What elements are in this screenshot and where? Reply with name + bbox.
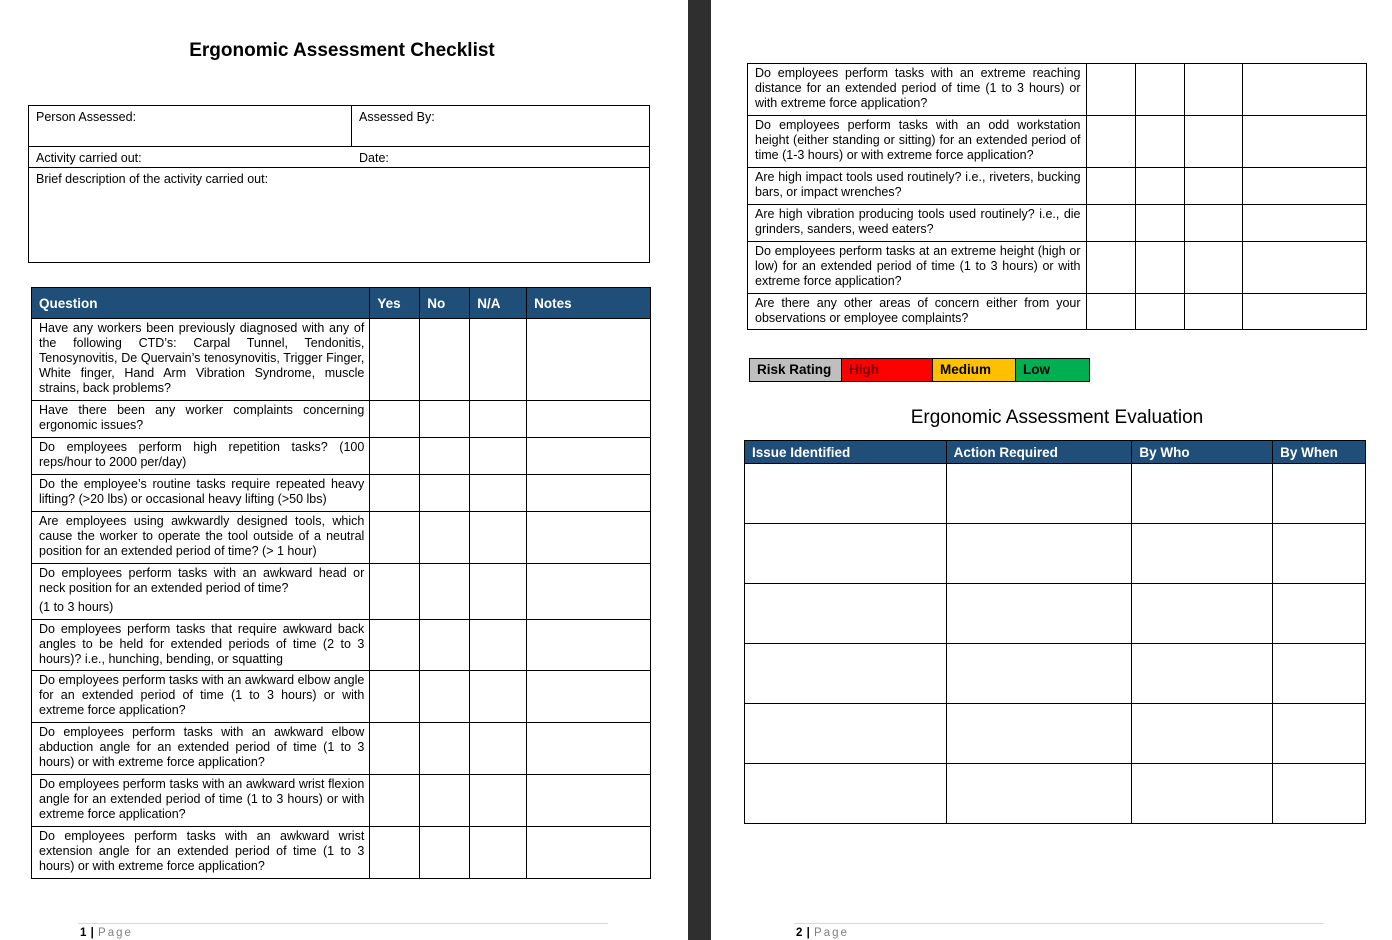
notes-cell[interactable] (527, 564, 651, 620)
header-by-when: By When (1273, 441, 1366, 464)
evaluation-title: Ergonomic Assessment Evaluation (910, 407, 1204, 428)
na-cell[interactable] (470, 775, 527, 827)
question-text: Are there any other areas of concern either from your observations or employee complaints? (748, 294, 1087, 330)
header-no: No (420, 288, 470, 319)
no-cell[interactable] (420, 512, 470, 564)
no-cell[interactable] (420, 401, 470, 438)
risk-low: Low (1016, 359, 1089, 381)
table-row (745, 764, 1366, 824)
notes-cell[interactable] (527, 671, 651, 723)
action-cell[interactable] (946, 524, 1132, 584)
page-number: 1 (80, 927, 87, 939)
na-cell[interactable] (470, 827, 527, 879)
notes-cell[interactable] (527, 438, 651, 475)
checklist-title: Ergonomic Assessment Checklist (189, 40, 495, 61)
by-who-cell[interactable] (1132, 524, 1273, 584)
action-cell[interactable] (946, 464, 1132, 524)
footer-divider (78, 923, 608, 924)
by-who-cell[interactable] (1132, 464, 1273, 524)
by-when-cell[interactable] (1273, 644, 1366, 704)
by-when-cell[interactable] (1273, 524, 1366, 584)
page-footer (796, 927, 849, 939)
table-row (32, 475, 651, 512)
table-row (748, 242, 1367, 294)
yes-cell[interactable] (370, 620, 420, 671)
question-text: Do employees perform tasks with an extreme reaching distance for an extended period of time (1 to 3 hours) or with extreme force application? (748, 64, 1087, 116)
description-field[interactable]: Brief description of the activity carried out: (29, 168, 650, 263)
yes-cell[interactable] (370, 401, 420, 438)
notes-cell[interactable] (1243, 116, 1367, 168)
na-cell[interactable] (470, 723, 527, 775)
evaluation-table (744, 440, 1366, 824)
table-row (32, 827, 651, 879)
header-yes: Yes (370, 288, 420, 319)
notes-cell[interactable] (1243, 168, 1367, 205)
issue-cell[interactable] (745, 764, 947, 824)
table-row (32, 620, 651, 671)
by-when-cell[interactable] (1273, 764, 1366, 824)
na-cell[interactable] (1185, 242, 1243, 294)
no-cell[interactable] (420, 319, 470, 401)
no-cell[interactable] (1136, 242, 1185, 294)
issue-cell[interactable] (745, 464, 947, 524)
no-cell[interactable] (420, 564, 470, 620)
question-text: Do the employee’s routine tasks require repeated heavy lifting? (>20 lbs) or occasional heavy lifting (>50 lbs) (32, 475, 370, 512)
table-row (748, 168, 1367, 205)
footer-separator: | (90, 927, 95, 939)
yes-cell[interactable] (1086, 116, 1136, 168)
by-who-cell[interactable] (1132, 584, 1273, 644)
yes-cell[interactable] (370, 671, 420, 723)
yes-cell[interactable] (1086, 294, 1136, 330)
na-cell[interactable] (470, 401, 527, 438)
action-cell[interactable] (946, 644, 1132, 704)
risk-rating-legend (749, 358, 1090, 382)
risk-medium: Medium (933, 359, 1016, 381)
question-text: Are high impact tools used routinely? i.e., riveters, bucking bars, or impact wrenches? (748, 168, 1087, 205)
no-cell[interactable] (1136, 116, 1185, 168)
question-text: Have there been any worker complaints concerning ergonomic issues? (32, 401, 370, 438)
table-row (745, 644, 1366, 704)
question-table-page1 (31, 287, 651, 879)
notes-cell[interactable] (1243, 294, 1367, 330)
no-cell[interactable] (420, 775, 470, 827)
header-na: N/A (470, 288, 527, 319)
table-row (32, 723, 651, 775)
page-number: 2 (796, 927, 803, 939)
page-2 (711, 0, 1392, 940)
by-who-cell[interactable] (1132, 764, 1273, 824)
no-cell[interactable] (1136, 168, 1185, 205)
yes-cell[interactable] (370, 475, 420, 512)
question-text: Do employees perform high repetition tasks? (100 reps/hour to 2000 per/day) (32, 438, 370, 475)
no-cell[interactable] (1136, 294, 1185, 330)
na-cell[interactable] (1185, 116, 1243, 168)
activity-field[interactable]: Activity carried out: (36, 151, 142, 165)
by-when-cell[interactable] (1273, 464, 1366, 524)
table-row (32, 564, 651, 620)
no-cell[interactable] (420, 438, 470, 475)
yes-cell[interactable] (370, 775, 420, 827)
by-who-cell[interactable] (1132, 704, 1273, 764)
header-question: Question (32, 288, 370, 319)
issue-cell[interactable] (745, 524, 947, 584)
notes-cell[interactable] (1243, 64, 1367, 116)
notes-cell[interactable] (527, 512, 651, 564)
yes-cell[interactable] (370, 438, 420, 475)
yes-cell[interactable] (370, 723, 420, 775)
na-cell[interactable] (1185, 294, 1243, 330)
notes-cell[interactable] (527, 827, 651, 879)
question-text: Do employees perform tasks at an extreme height (high or low) for an extended period of time (1 to 3 hours) or with extreme force application? (748, 242, 1087, 294)
na-cell[interactable] (470, 475, 527, 512)
question-text: Do employees perform tasks with an awkward wrist extension angle for an extended period of time (1 to 3 hours) or with extreme force application? (32, 827, 370, 879)
na-cell[interactable] (1185, 168, 1243, 205)
question-extra-text: (1 to 3 hours) (39, 600, 114, 614)
issue-cell[interactable] (745, 704, 947, 764)
footer-page-label: Page (98, 927, 133, 939)
footer-page-label: Page (814, 927, 849, 939)
na-cell[interactable] (470, 438, 527, 475)
person-assessed-field[interactable]: Person Assessed: (29, 106, 352, 147)
date-field[interactable]: Date: (359, 151, 389, 165)
header-notes: Notes (527, 288, 651, 319)
question-cell (32, 564, 370, 620)
assessed-by-field[interactable]: Assessed By: (352, 106, 650, 147)
table-row (745, 704, 1366, 764)
page-gutter (688, 0, 711, 940)
action-cell[interactable] (946, 704, 1132, 764)
na-cell[interactable] (1185, 64, 1243, 116)
table-row (745, 464, 1366, 524)
question-text: Do employees perform tasks with an awkward elbow abduction angle for an extended period of time (1 to 3 hours) or with extreme force application? (32, 723, 370, 775)
notes-cell[interactable] (527, 620, 651, 671)
issue-cell[interactable] (745, 644, 947, 704)
question-text: Do employees perform tasks with an odd workstation height (either standing or sitting) for an extended period of time (1-3 hours) or with extreme force application? (748, 116, 1087, 168)
no-cell[interactable] (420, 723, 470, 775)
by-when-cell[interactable] (1273, 584, 1366, 644)
question-text: Have any workers been previously diagnosed with any of the following CTD’s: Carpal Tunnel, Tendonitis, Tenosynovitis, De Quervain’s tenosynovitis, Trigger Finger, White finger, Hand Arm Vibration Syndrome, muscle strains, back problems? (32, 319, 370, 401)
no-cell[interactable] (1136, 205, 1185, 242)
issue-cell[interactable] (745, 584, 947, 644)
header-by-who: By Who (1132, 441, 1273, 464)
notes-cell[interactable] (527, 775, 651, 827)
no-cell[interactable] (420, 475, 470, 512)
footer-separator: | (806, 927, 811, 939)
assessment-info-table (28, 105, 650, 263)
no-cell[interactable] (420, 671, 470, 723)
notes-cell[interactable] (527, 319, 651, 401)
activity-date-row (29, 147, 650, 168)
question-table-page2 (747, 63, 1367, 330)
question-text: Do employees perform tasks with an awkward head or neck position for an extended period of time? (39, 566, 365, 595)
yes-cell[interactable] (370, 319, 420, 401)
table-row (748, 205, 1367, 242)
page-footer (80, 927, 133, 939)
na-cell[interactable] (470, 620, 527, 671)
question-text: Are high vibration producing tools used routinely? i.e., die grinders, sanders, weed eaters? (748, 205, 1087, 242)
by-when-cell[interactable] (1273, 704, 1366, 764)
header-issue-identified: Issue Identified (745, 441, 947, 464)
notes-cell[interactable] (527, 475, 651, 512)
no-cell[interactable] (1136, 64, 1185, 116)
na-cell[interactable] (1185, 205, 1243, 242)
action-cell[interactable] (946, 584, 1132, 644)
table-row (32, 775, 651, 827)
table-row (32, 512, 651, 564)
by-who-cell[interactable] (1132, 644, 1273, 704)
table-row (748, 64, 1367, 116)
no-cell[interactable] (420, 620, 470, 671)
question-text: Do employees perform tasks that require awkward back angles to be held for extended periods of time (2 to 3 hours)? i.e., hunching, bending, or squatting (32, 620, 370, 671)
na-cell[interactable] (470, 564, 527, 620)
question-text: Do employees perform tasks with an awkward wrist flexion angle for an extended period of time (1 to 3 hours) or with extreme force application? (32, 775, 370, 827)
question-text: Are employees using awkwardly designed tools, which cause the worker to operate the tool outside of a neutral position for an extended period of time? (> 1 hour) (32, 512, 370, 564)
notes-cell[interactable] (1243, 242, 1367, 294)
notes-cell[interactable] (527, 723, 651, 775)
page-1 (0, 0, 688, 940)
yes-cell[interactable] (370, 564, 420, 620)
na-cell[interactable] (470, 671, 527, 723)
yes-cell[interactable] (370, 512, 420, 564)
table-row (32, 671, 651, 723)
yes-cell[interactable] (1086, 168, 1136, 205)
table-row (32, 438, 651, 475)
risk-high: High (842, 359, 933, 381)
na-cell[interactable] (470, 512, 527, 564)
header-action-required: Action Required (946, 441, 1132, 464)
na-cell[interactable] (470, 319, 527, 401)
footer-divider (794, 923, 1324, 924)
table-row (748, 294, 1367, 330)
no-cell[interactable] (420, 827, 470, 879)
table-row (32, 319, 651, 401)
notes-cell[interactable] (527, 401, 651, 438)
table-row (748, 116, 1367, 168)
yes-cell[interactable] (1086, 64, 1136, 116)
table-row (745, 584, 1366, 644)
question-text: Do employees perform tasks with an awkward elbow angle for an extended period of time (1 to 3 hours) or with extreme force application? (32, 671, 370, 723)
action-cell[interactable] (946, 764, 1132, 824)
notes-cell[interactable] (1243, 205, 1367, 242)
risk-rating-label: Risk Rating (750, 359, 842, 381)
yes-cell[interactable] (370, 827, 420, 879)
yes-cell[interactable] (1086, 205, 1136, 242)
yes-cell[interactable] (1086, 242, 1136, 294)
table-row (32, 401, 651, 438)
table-row (745, 524, 1366, 584)
